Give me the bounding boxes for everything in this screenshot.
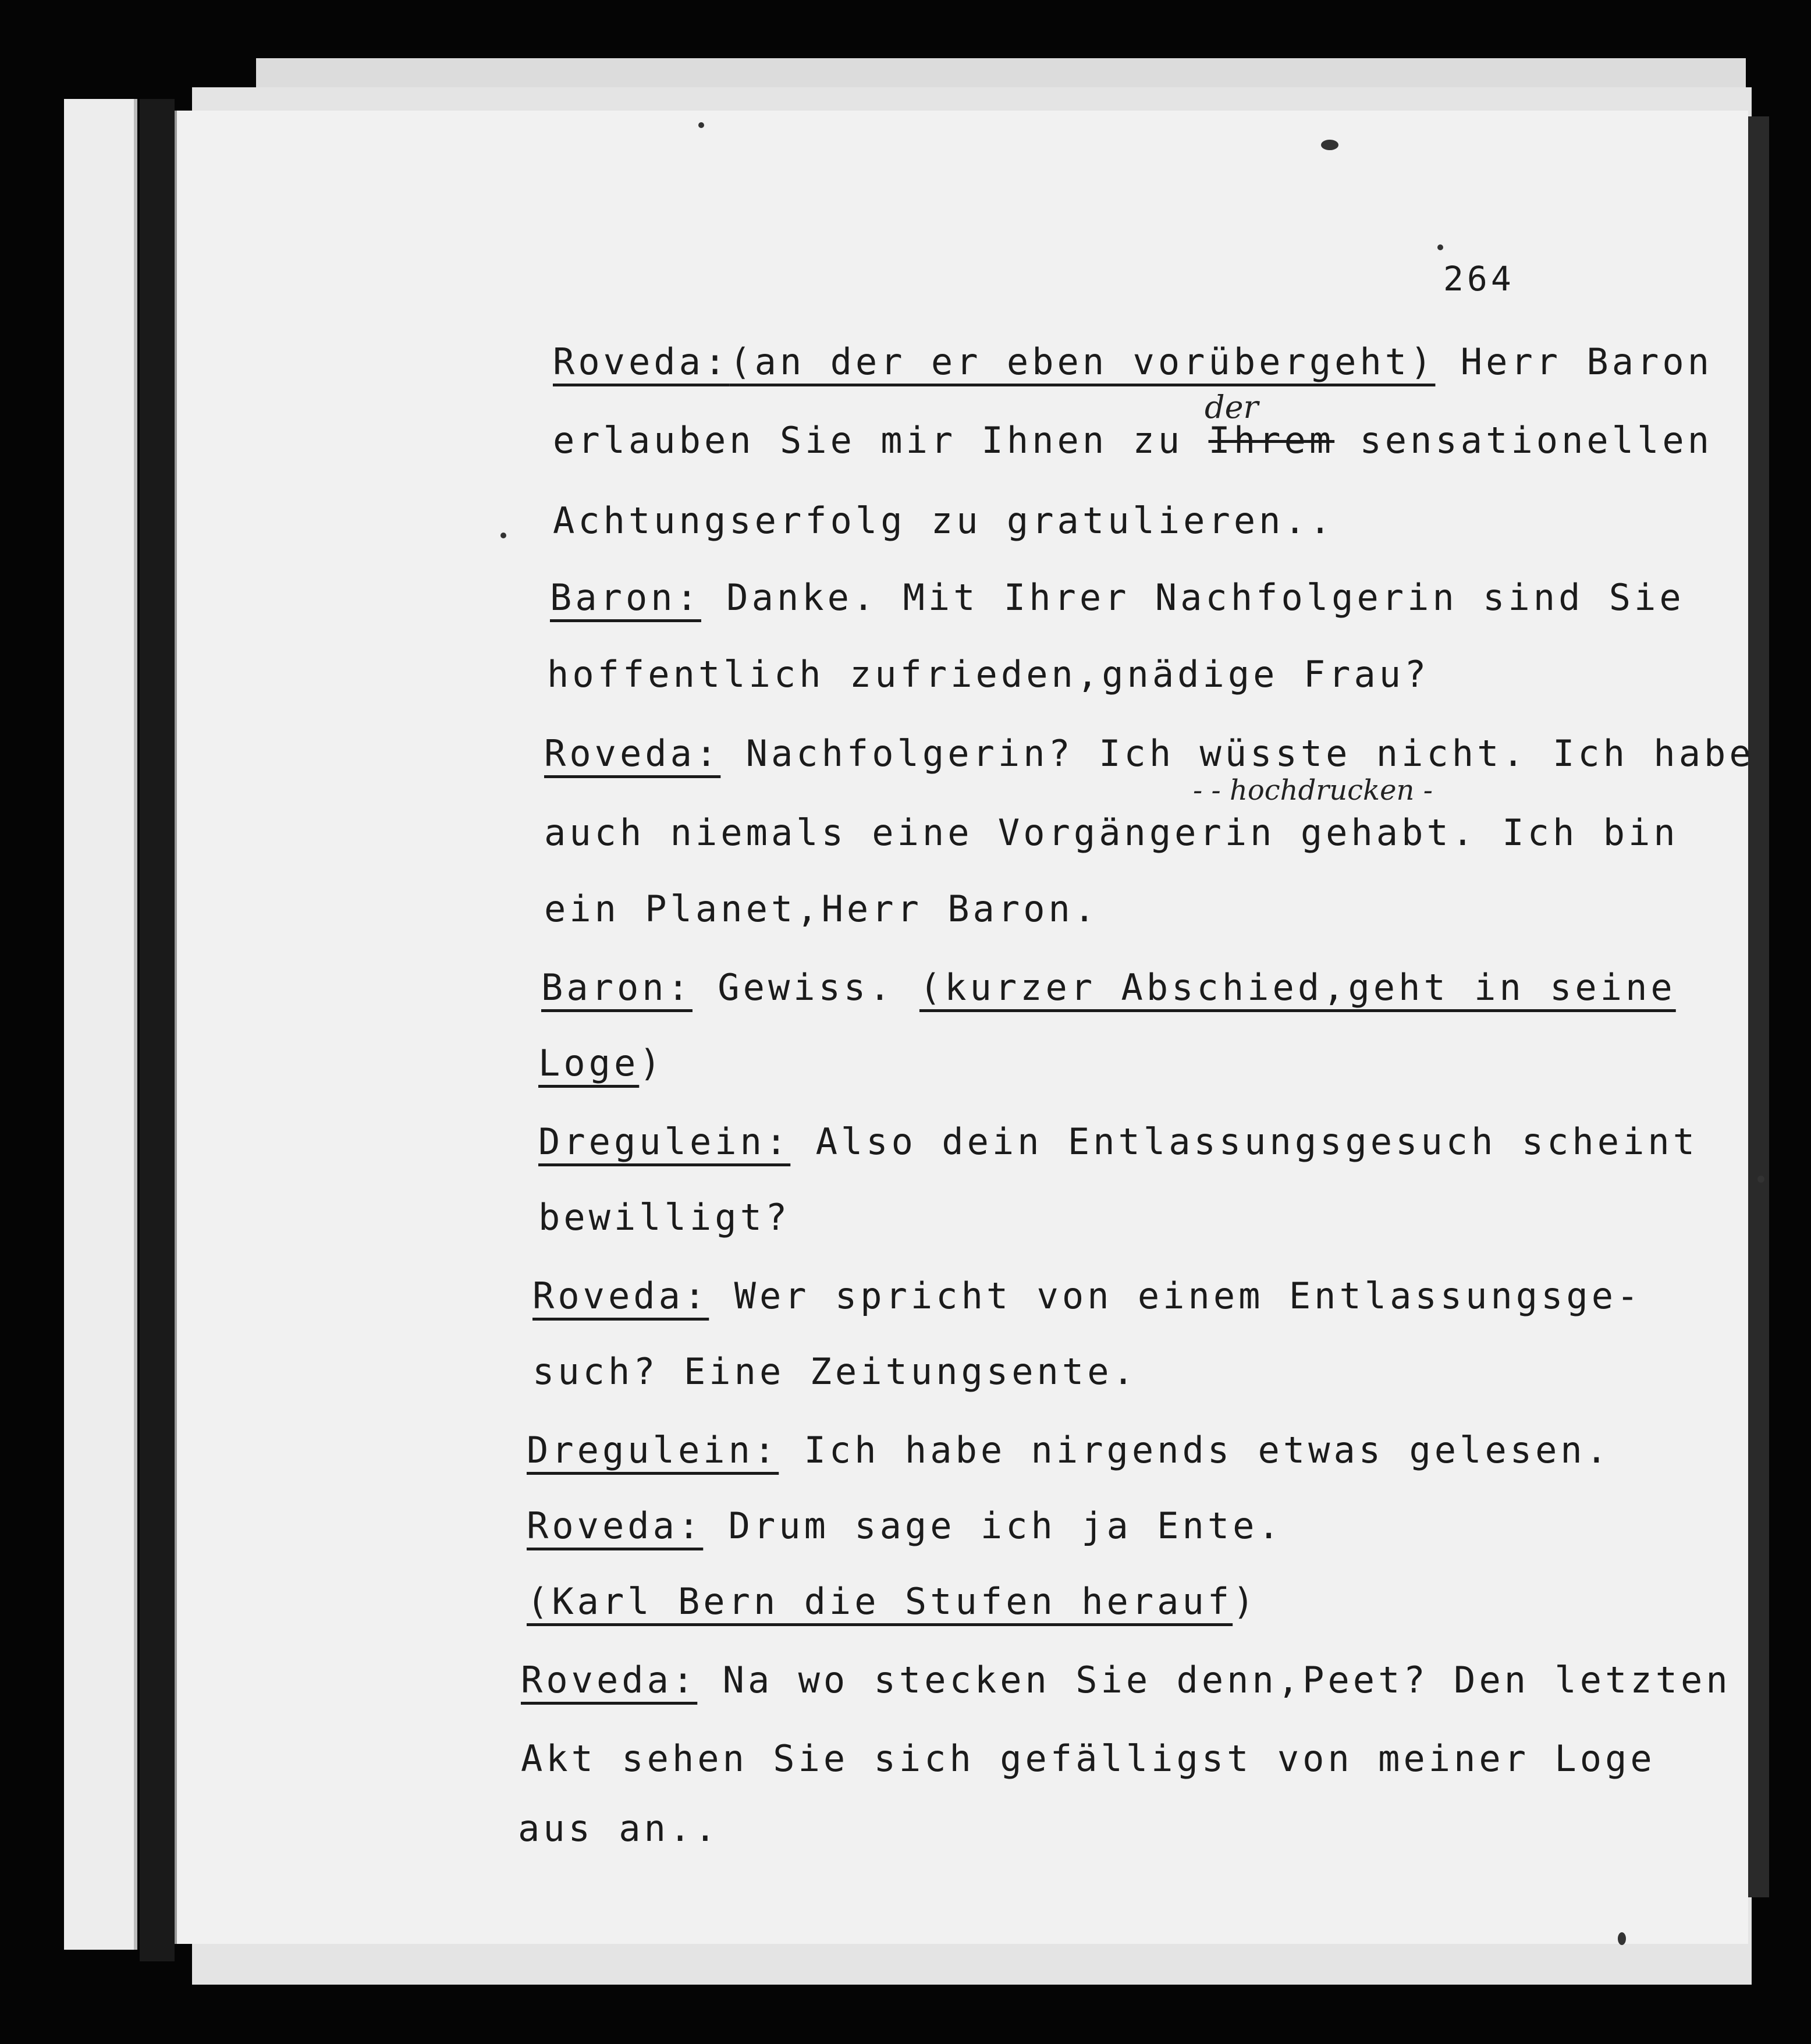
script-line-15 [527,1429,1611,1471]
line-text: ) [639,1042,665,1084]
line-text: sensationellen [1334,419,1713,462]
handwritten-correction: der [1205,389,1259,425]
script-line-4 [550,576,1685,619]
stage-direction: Loge [538,1042,640,1084]
line-text: Wer spricht von einem Entlassungsge- [709,1275,1642,1317]
line-text: ) [1233,1580,1258,1623]
scan-speck [500,533,506,538]
handwritten-note: - - hochdrucken - [1193,774,1433,807]
line-text: Danke. Mit Ihrer Nachfolgerin sind Sie [701,576,1685,619]
scan-speck [1321,140,1338,150]
script-line-10 [538,1042,665,1084]
script-line-16 [527,1504,1283,1547]
stage-direction: (an der er eben vorübergeht) [729,340,1436,383]
script-line-3 [553,499,1334,542]
line-text: Also dein Entlassungsgesuch scheint [790,1120,1699,1163]
line-text: Na wo stecken Sie denn,Peet? Den letzten [697,1659,1731,1701]
script-line-5 [547,653,1429,695]
struck-word: Ihrem [1208,419,1335,462]
script-line-1 [553,340,1713,383]
speaker-label: Roveda: [521,1659,698,1701]
script-line-20 [518,1807,720,1850]
line-text: Ich habe nirgends etwas gelesen. [779,1429,1611,1471]
scan-speck [1618,1932,1626,1945]
speaker-label: Roveda: [532,1275,709,1317]
left-paper-strip [64,99,137,1950]
script-line-18 [521,1659,1731,1701]
line-text: erlauben Sie mir Ihnen zu [553,419,1209,462]
script-line-6 [544,732,1755,775]
page-number: 264 [1443,259,1515,299]
stage-direction: (Karl Bern die Stufen herauf [527,1580,1233,1623]
line-text: auch niemals eine Vorgängerin gehabt. Ich bin [544,811,1679,854]
script-line-14 [532,1350,1138,1393]
speaker-label: Roveda: [527,1504,704,1547]
line-text: Achtungserfolg zu gratulieren.. [553,499,1335,542]
script-line-19 [521,1737,1656,1780]
speaker-label: Baron: [550,576,701,619]
script-line-12 [538,1196,790,1239]
scan-speck [1757,1176,1764,1183]
speaker-label: Roveda: [553,340,730,383]
right-page-edge [1746,116,1769,1897]
script-line-2 [553,419,1713,462]
speaker-label: Roveda: [544,732,721,775]
line-text: Drum sage ich ja Ente. [703,1504,1283,1547]
line-text: Herr Baron [1435,340,1713,383]
line-text: hoffentlich zufrieden,gnädige Frau? [547,653,1430,695]
scan-speck [698,122,704,128]
script-line-7 [544,811,1679,854]
scan-speck [1437,244,1443,250]
script-line-11 [538,1120,1698,1163]
line-text: such? Eine Zeitungsente. [532,1350,1138,1393]
script-line-13 [532,1275,1642,1317]
speaker-label: Dregulein: [538,1120,791,1163]
binding-spine [140,99,175,1961]
script-line-17 [527,1580,1258,1623]
line-text: Gewiss. [692,966,919,1009]
script-line-9 [541,966,1676,1009]
line-text: bewilligt? [538,1196,791,1239]
stage-direction: (kurzer Abschied,geht in seine [919,966,1676,1009]
speaker-label: Dregulein: [527,1429,779,1471]
line-text: Nachfolgerin? Ich wüsste nicht. Ich habe [720,732,1755,775]
speaker-label: Baron: [541,966,693,1009]
script-line-8 [544,888,1099,930]
line-text: aus an.. [518,1807,720,1850]
line-text: Akt sehen Sie sich gefälligst von meiner Loge [521,1737,1656,1780]
line-text: ein Planet,Herr Baron. [544,888,1099,930]
